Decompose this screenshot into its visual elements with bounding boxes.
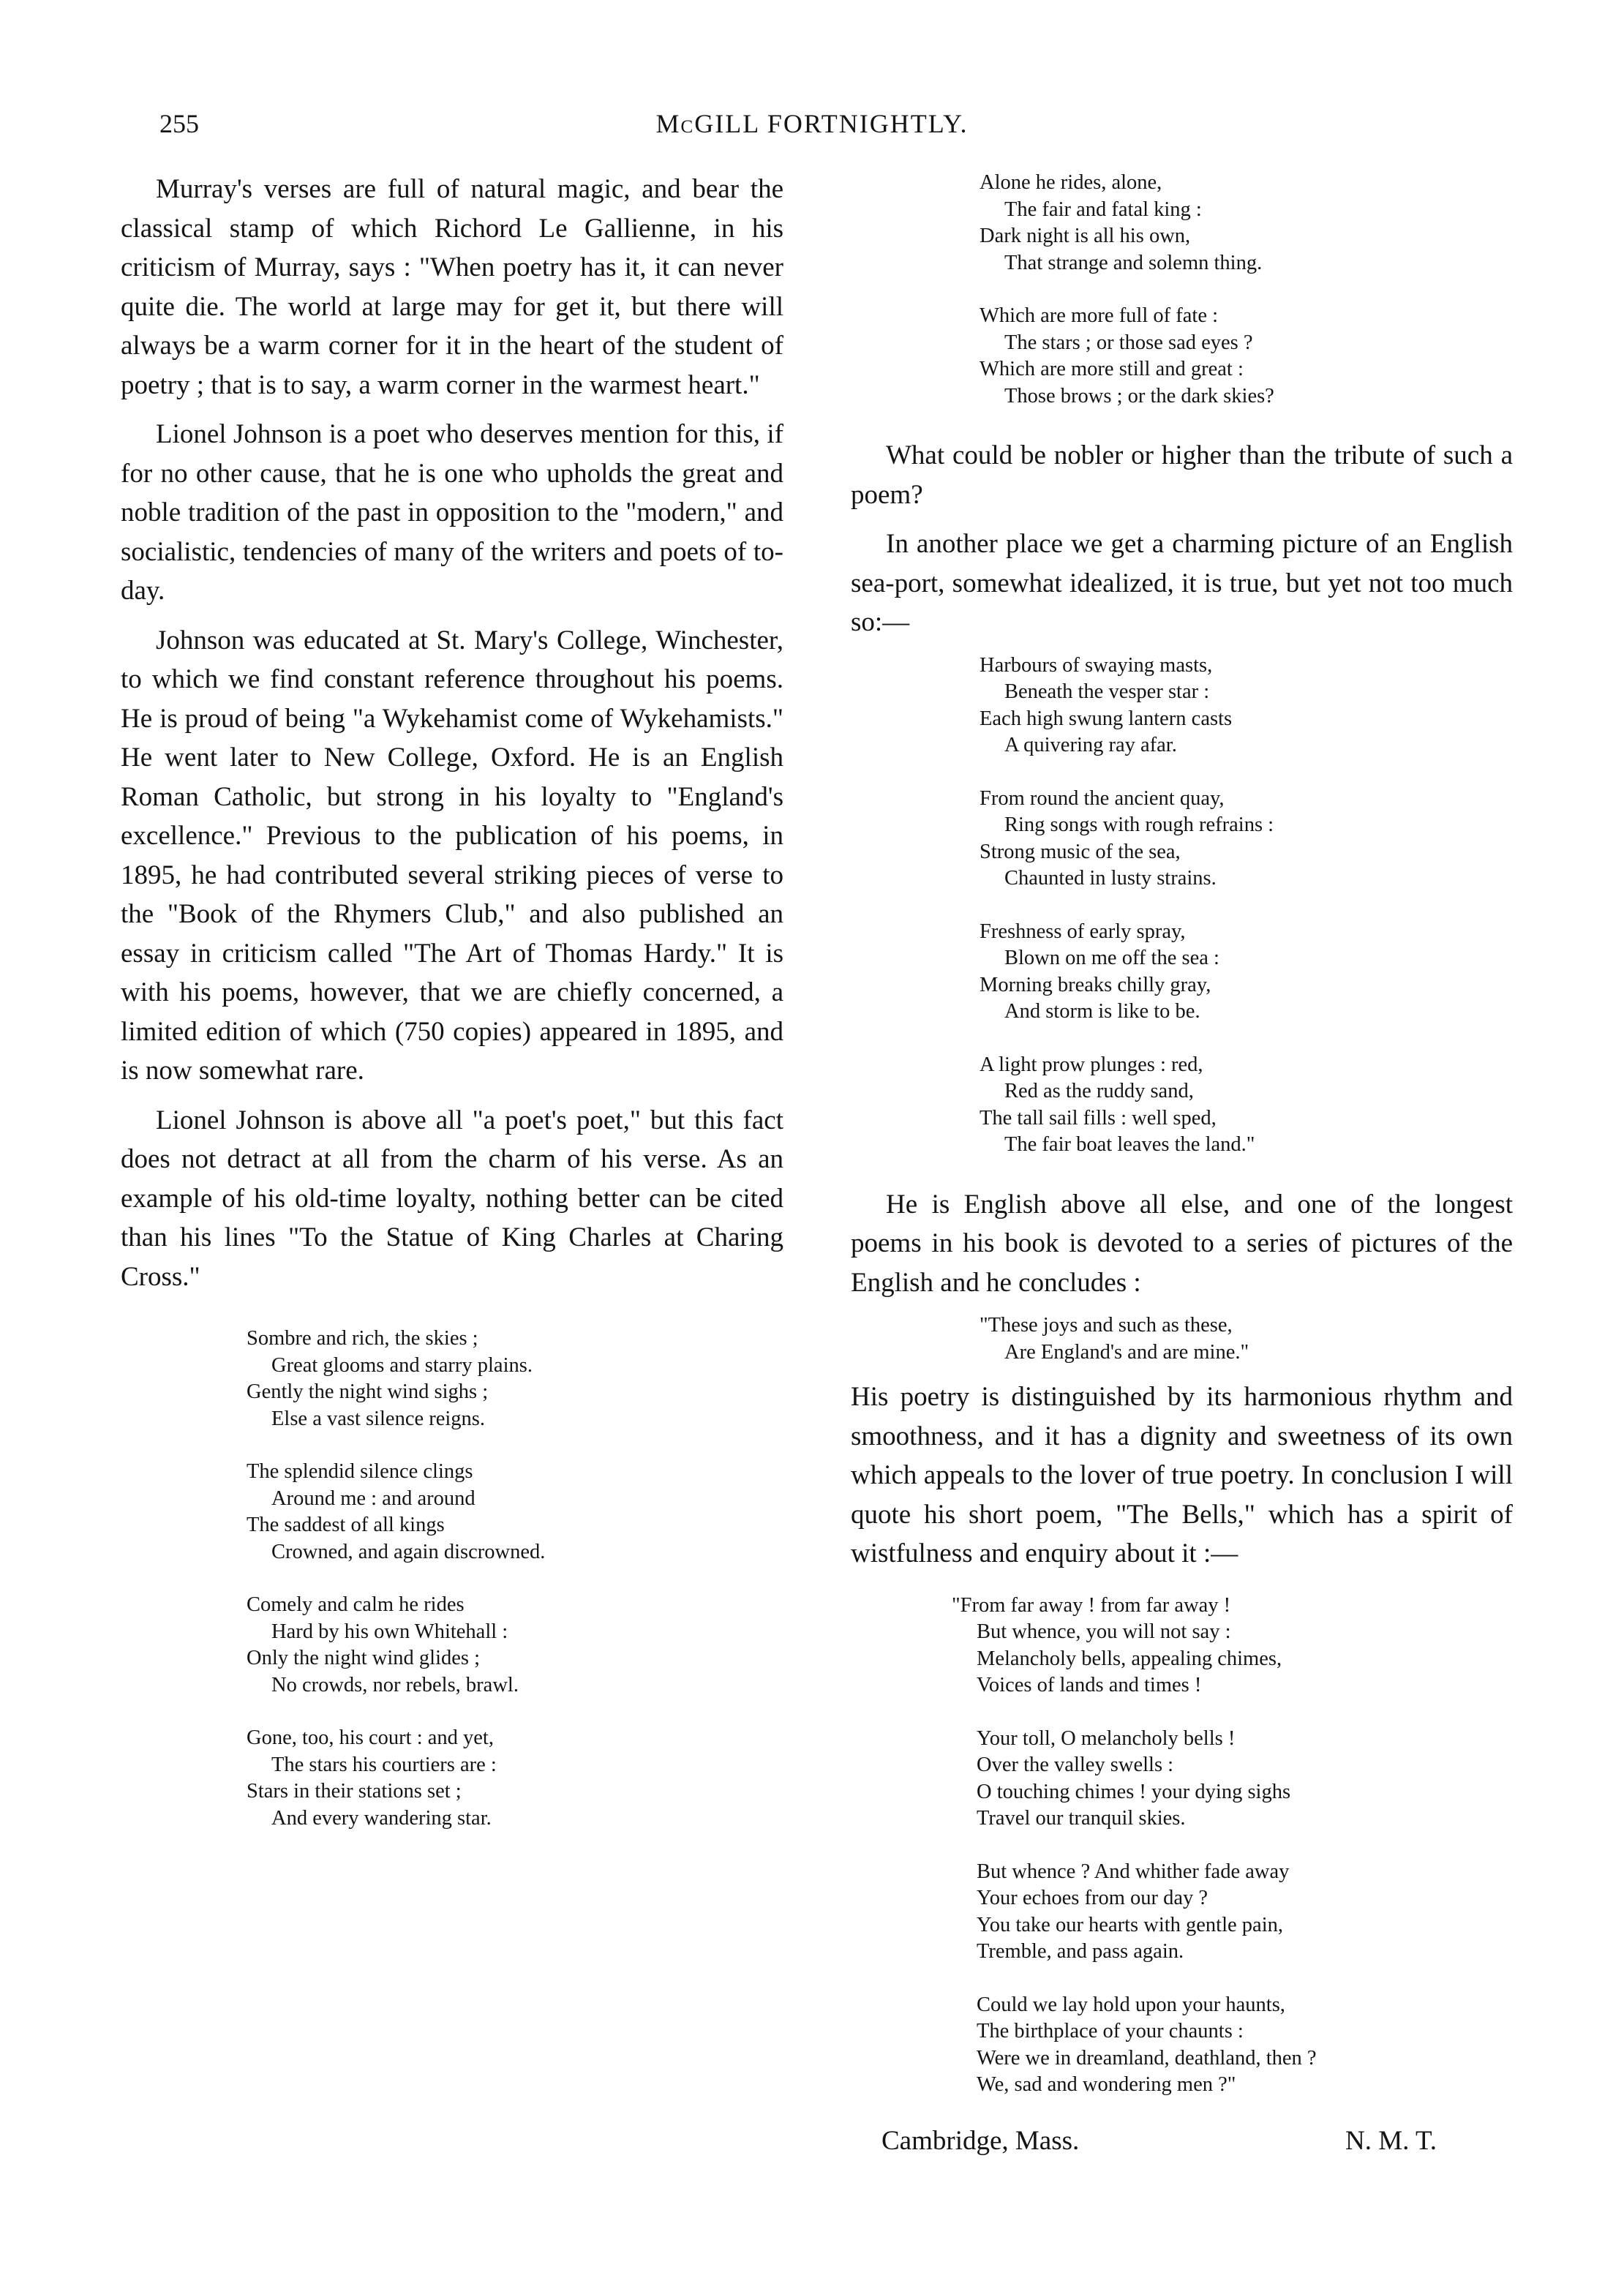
page-number: 255 (159, 109, 199, 138)
poem-line: Voices of lands and times ! (977, 1674, 1202, 1696)
poem-line: From round the ancient quay, (980, 786, 1225, 810)
poem-sea-port (980, 653, 1513, 1159)
poem-line: Could we lay hold upon your haunts, (977, 1993, 1285, 2016)
page-header (0, 108, 1624, 152)
poem-line: The birthplace of your chaunts : (977, 2020, 1244, 2042)
paragraph-sea-port: In another place we get a charming picture of an English sea-port, somewhat idealized, it is true, but yet not too much so:— (851, 529, 1513, 637)
poem-line: Strong music of the sea, (980, 840, 1181, 863)
poem-line: We, sad and wondering men ?" (977, 2073, 1236, 2096)
poem-line: Around me : and around (271, 1487, 475, 1510)
poem-stanza (980, 919, 1513, 1026)
poem-line: You take our hearts with gentle pain, (977, 1913, 1283, 1936)
poem-stanza (980, 170, 1513, 277)
poem-line: Ring songs with rough refrains : (1004, 813, 1274, 836)
poem-line: The stars his courtiers are : (271, 1753, 497, 1776)
poem-king-charles-part1 (247, 1326, 783, 1832)
poem-line: "From far away ! from far away ! (952, 1593, 1231, 1617)
poem-line: Stars in their stations set ; (247, 1780, 462, 1803)
poem-stanza (952, 1859, 1513, 1966)
poem-line: Gently the night wind sighs ; (247, 1380, 489, 1403)
poem-line: A light prow plunges : red, (980, 1053, 1203, 1076)
poem-line: Over the valley swells : (977, 1754, 1174, 1776)
poem-the-bells (952, 1593, 1513, 2099)
poem-stanza (247, 1725, 783, 1832)
poem-line: The stars ; or those sad eyes ? (1004, 331, 1253, 354)
poem-line: Your toll, O melancholy bells ! (977, 1726, 1236, 1750)
poem-stanza (980, 303, 1513, 410)
poem-line: Great glooms and starry plains. (271, 1353, 533, 1377)
poem-stanza (980, 786, 1513, 892)
poem-line: Red as the ruddy sand, (1004, 1080, 1194, 1102)
poem-line: Sombre and rich, the skies ; (247, 1327, 478, 1350)
poem-stanza (952, 1593, 1513, 1699)
poem-line: Chaunted in lusty strains. (1004, 867, 1217, 890)
left-column (121, 170, 783, 1858)
poem-line: Travel our tranquil skies. (977, 1807, 1186, 1830)
poem-line: Those brows ; or the dark skies? (1004, 384, 1274, 407)
paragraph-nobler: What could be nobler or higher than the tribute of such a poem? (851, 440, 1513, 510)
poem-stanza (980, 653, 1513, 759)
poem-line: Blown on me off the sea : (1004, 947, 1219, 969)
paragraph-poets-poet: Lionel Johnson is above all "a poet's poet," but this fact does not detract at all from the charm of his verse. As an example of his old-time loyalty, nothing better can be cited than his lines "To the Statue of King Charles at Charing Cross." (121, 1105, 783, 1292)
poem-stanza (952, 1992, 1513, 2099)
poem-stanza (247, 1459, 783, 1566)
poem-line: Your echoes from our day ? (977, 1887, 1208, 1909)
poem-line: Each high swung lantern casts (980, 707, 1233, 730)
poem-line: "These joys and such as these, (980, 1314, 1233, 1337)
poem-line: And every wandering star. (271, 1806, 492, 1830)
poem-line: The splendid silence clings (247, 1460, 473, 1483)
poem-line: Only the night wind glides ; (247, 1647, 481, 1669)
poem-line: Were we in dreamland, deathland, then ? (977, 2046, 1317, 2070)
poem-line: Are England's and are mine." (1004, 1340, 1249, 1364)
poem-line: The fair and fatal king : (1004, 198, 1202, 221)
poem-line: And storm is like to be. (1004, 1000, 1200, 1023)
poem-line: Gone, too, his court : and yet, (247, 1726, 494, 1749)
poem-line: But whence ? And whither fade away (977, 1860, 1290, 1883)
poem-line: Comely and calm he rides (247, 1593, 465, 1616)
poem-line: Hard by his own Whitehall : (271, 1620, 508, 1643)
poem-line: That strange and solemn thing. (1004, 251, 1263, 274)
poem-line: The fair boat leaves the land." (1004, 1133, 1255, 1156)
poem-line: Alone he rides, alone, (980, 171, 1162, 194)
poem-line: No crowds, nor rebels, brawl. (271, 1673, 519, 1696)
poem-line: O touching chimes ! your dying sighs (977, 1780, 1291, 1803)
poem-line: Freshness of early spray, (980, 920, 1186, 943)
poem-line: Else a vast silence reigns. (271, 1407, 486, 1430)
paragraph-english: He is English above all else, and one of the longest poems in his book is devoted to a series of pictures of the English and he concludes : (851, 1189, 1513, 1298)
signature-place: Cambridge, Mass. (881, 2125, 1080, 2156)
paragraph-murray: Murray's verses are full of natural magic, and bear the classical stamp of which Richord Le Gallienne, in his criticism of Murray, says : "When poetry has it, it can never quite die. The world at large may for get it, but there will always be a warm corner for it in the heart of the student of poetry ; that is to say, a warm corner in the warmest heart." (121, 174, 783, 400)
poem-king-charles-part2 (980, 170, 1513, 410)
paragraph-johnson-intro: Lionel Johnson is a poet who deserves mention for this, if for no other cause, that he is one who upholds the great and noble tradition of the past in opposition to the "modern," and socialistic, tendencies of many of the writers and poets of to-day. (121, 419, 783, 606)
signature-line (851, 2125, 1513, 2169)
poem-line: A quivering ray afar. (1004, 734, 1177, 756)
poem-line: Harbours of swaying masts, (980, 653, 1213, 677)
poem-line: Which are more full of fate : (980, 304, 1219, 327)
poem-line: Beneath the vesper star : (1004, 680, 1210, 703)
poem-line: Which are more still and great : (980, 358, 1244, 380)
poem-line: But whence, you will not say : (977, 1620, 1231, 1643)
poem-line: Morning breaks chilly gray, (980, 973, 1211, 996)
paragraph-johnson-education: Johnson was educated at St. Mary's College, Winchester, to which we find constant reference throughout his poems. He is proud of being "a Wykehamist come of Wykehamists." He went later to New College, Oxford. He is an English Roman Catholic, but strong in his loyalty to "England's excellence." Previous to the publication of his poems, in 1895, he had contributed several striking pieces of verse to the "Book of the Rhymers Club," and also published an essay in criticism called "The Art of Thomas Hardy." It is with his poems, however, that we are chiefly concerned, a limited edition of which (750 copies) appeared in 1895, and is now somewhat rare. (121, 625, 783, 1086)
poem-line: The saddest of all kings (247, 1514, 445, 1536)
poem-line: Tremble, and pass again. (977, 1940, 1184, 1963)
poem-stanza (247, 1326, 783, 1432)
poem-stanza (952, 1726, 1513, 1833)
paragraph-harmonious: His poetry is distinguished by its harmonious rhythm and smoothness, and it has a dignity and sweetness of its own which appeals to the lover of true poetry. In conclusion I will quote his short poem, "The Bells," which has a spirit of wistfulness and enquiry about it :— (851, 1382, 1513, 1568)
poem-line: Crowned, and again discrowned. (271, 1540, 546, 1563)
right-column (851, 170, 1513, 2169)
running-title: McGILL FORTNIGHTLY. (655, 109, 969, 138)
poem-england-quote (980, 1312, 1513, 1366)
poem-line: Melancholy bells, appealing chimes, (977, 1647, 1282, 1670)
poem-line: Dark night is all his own, (980, 225, 1191, 247)
poem-line: The tall sail fills : well sped, (980, 1106, 1217, 1130)
poem-stanza (247, 1592, 783, 1699)
signature-initials: N. M. T. (1345, 2125, 1437, 2156)
poem-stanza (980, 1052, 1513, 1159)
